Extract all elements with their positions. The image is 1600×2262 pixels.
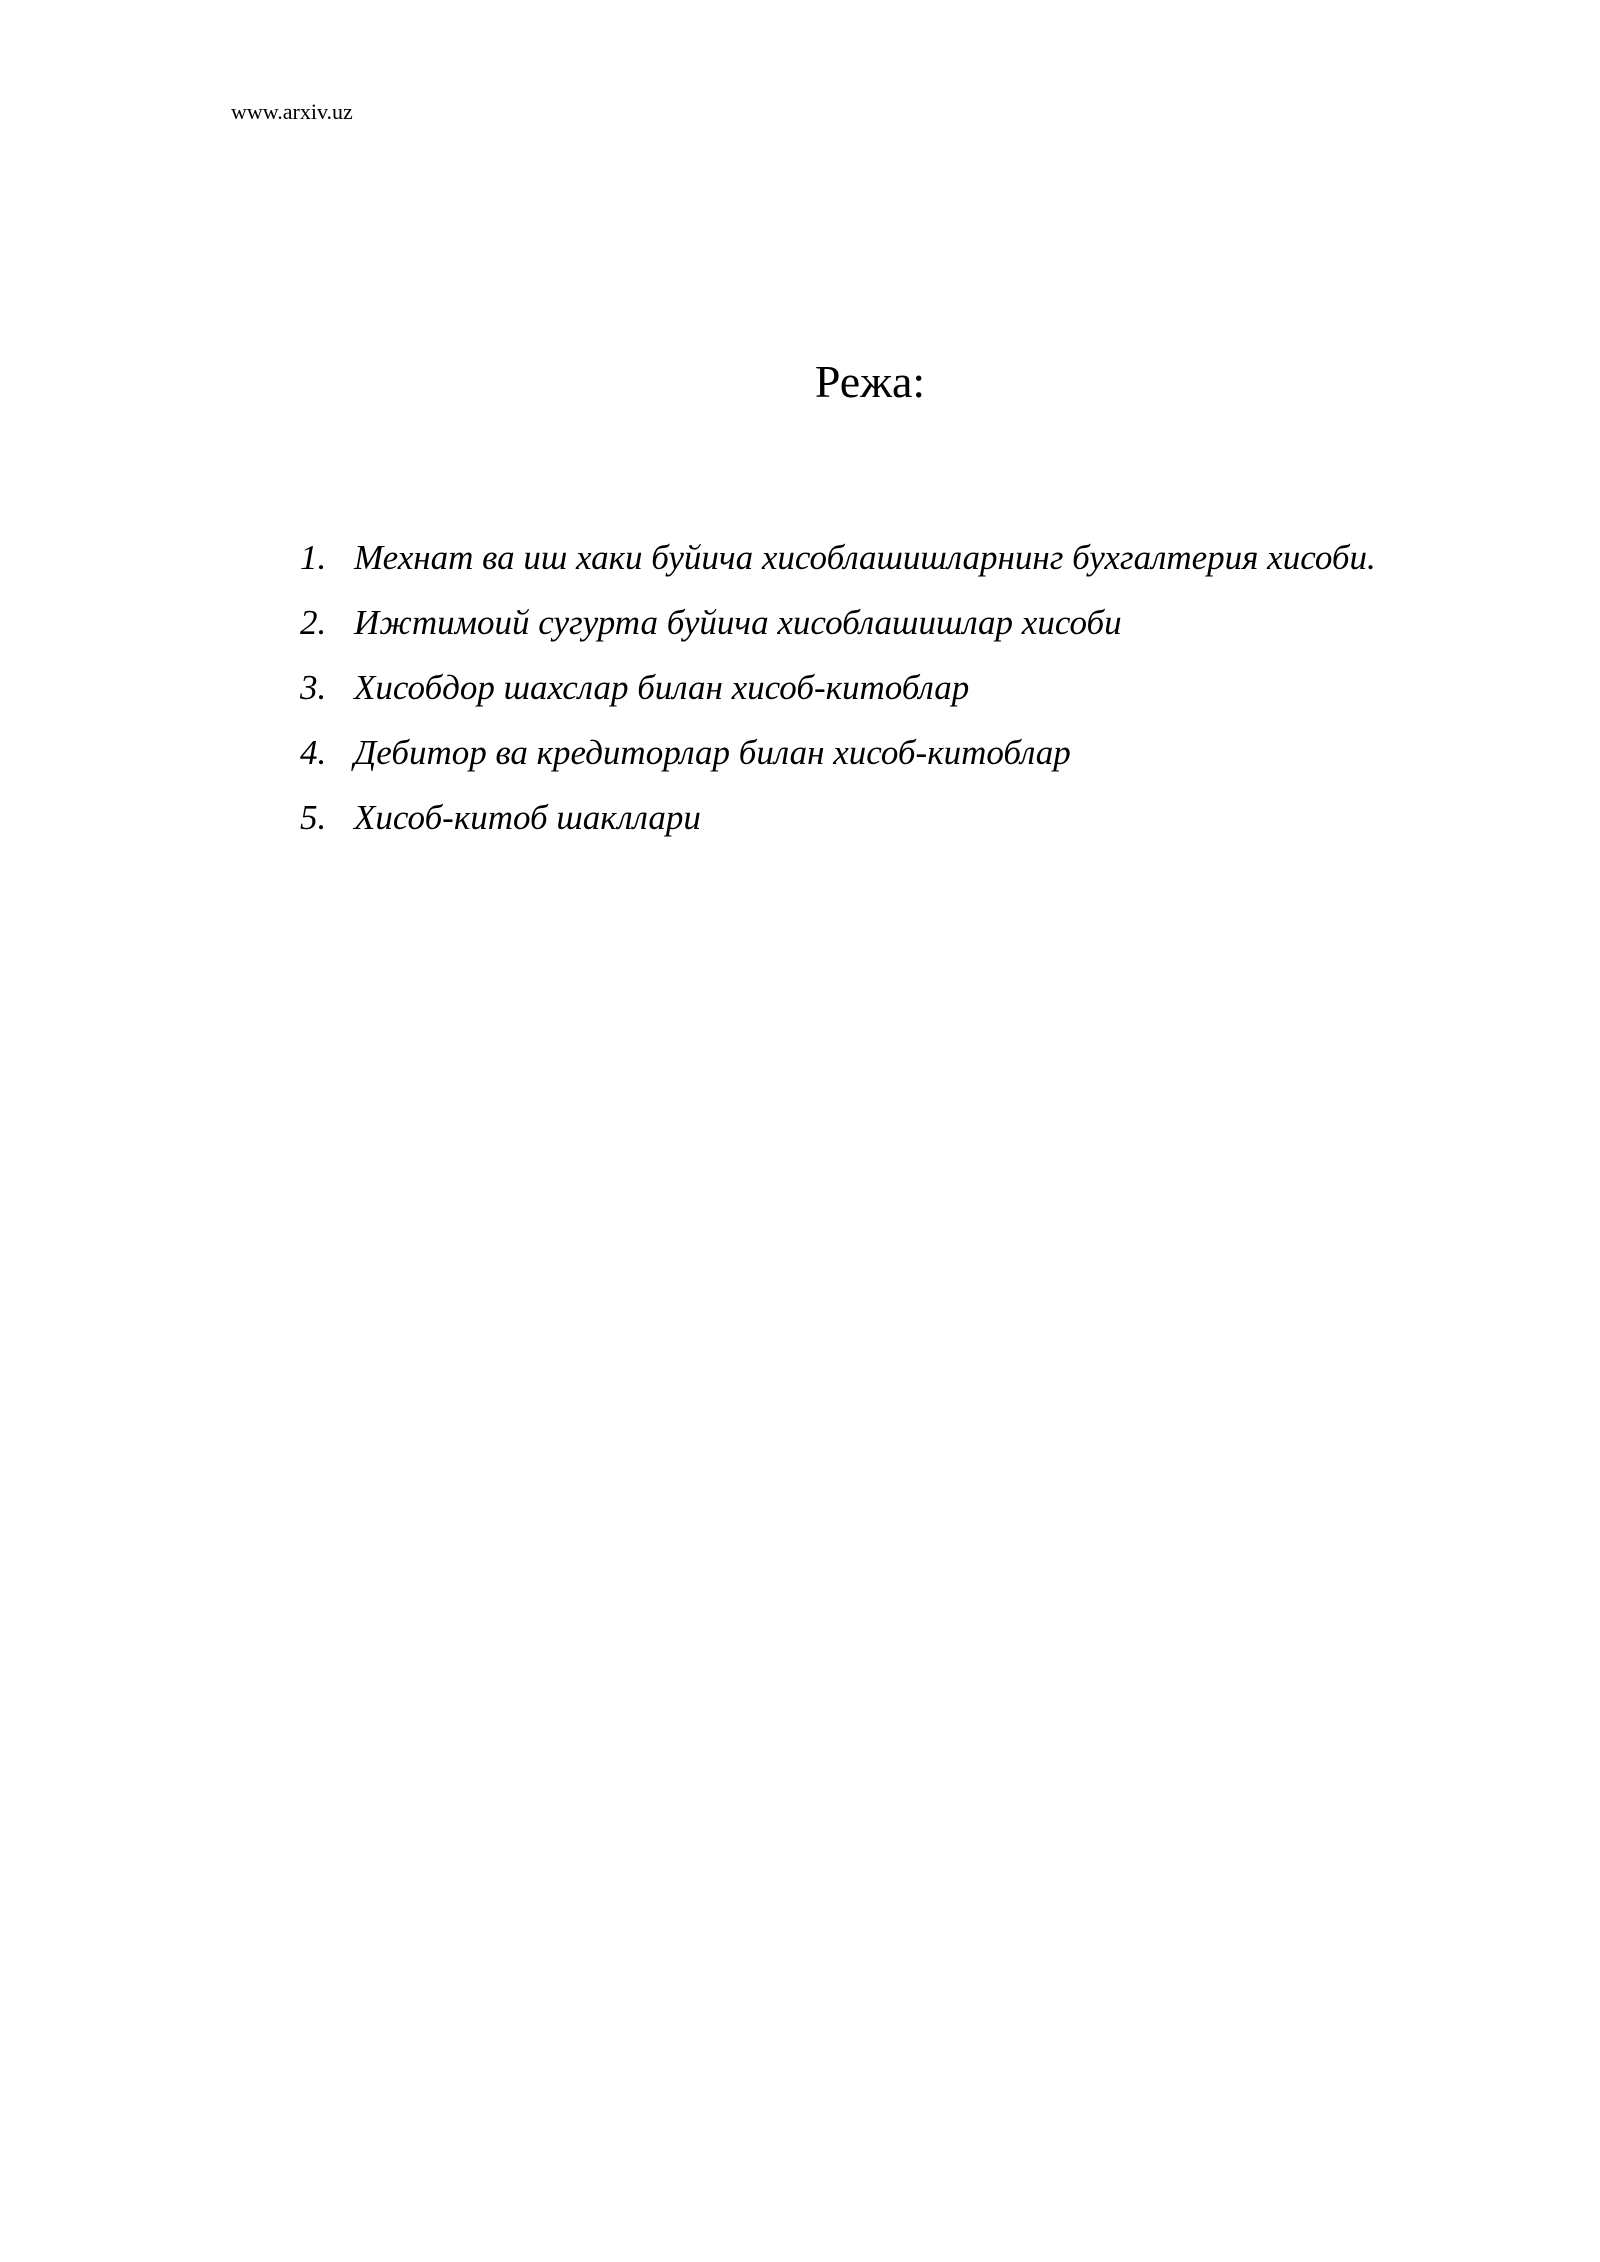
list-item-text: Ижтимоий сугурта буйича хисоблашишлар хисоби: [354, 603, 1122, 642]
list-item: [300, 603, 1500, 668]
list-item: [300, 733, 1500, 798]
list-item-text: Мехнат ва иш хаки буйича хисоблашишларнинг бухгалтерия хисоби.: [354, 538, 1376, 577]
list-item-number: 5.: [300, 798, 327, 837]
list-item-number: 4.: [300, 733, 327, 772]
page-title: Режа:: [814, 356, 926, 407]
site-url: www.arxiv.uz: [231, 99, 353, 124]
list-item: [300, 798, 1500, 863]
list-item-text: Хисоб-китоб шакллари: [354, 798, 701, 837]
list-item: [300, 668, 1500, 733]
list-item-number: 2.: [300, 603, 327, 642]
plan-list: [300, 538, 1500, 863]
list-item-text: Хисобдор шахслар билан хисоб-китоблар: [354, 668, 970, 707]
list-item-text: Дебитор ва кредиторлар билан хисоб-китоблар: [354, 733, 1071, 772]
list-item-number: 1.: [300, 538, 327, 577]
list-item-number: 3.: [300, 668, 327, 707]
list-item: [300, 538, 1500, 603]
